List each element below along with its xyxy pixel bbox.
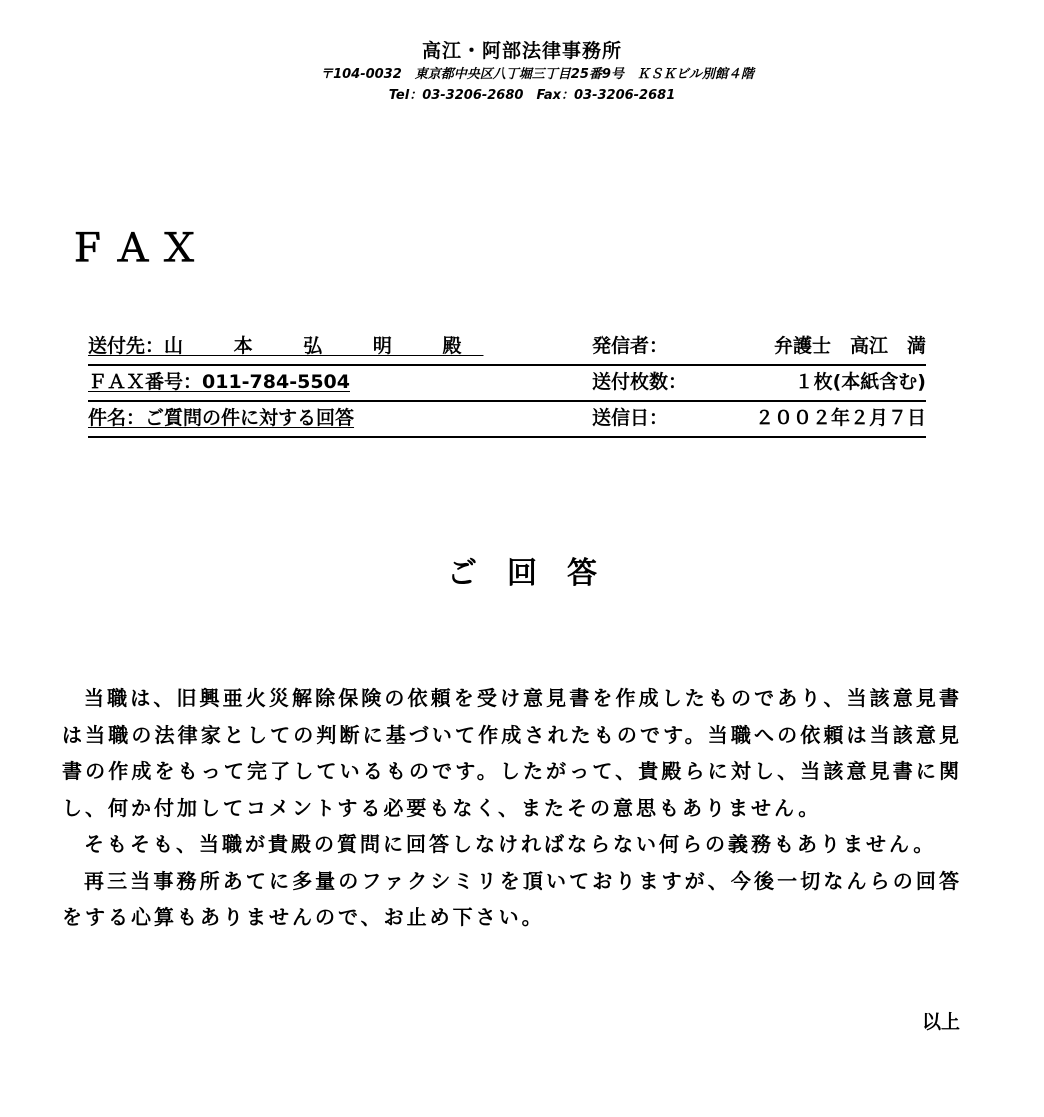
sender-value: 弁護士 高江 満 xyxy=(773,335,926,357)
body-paragraph: 当職は、旧興亜火災解除保険の依頼を受け意見書を作成したものであり、当該意見書は当職の法律家としての判断に基づいて作成されたものです。当職への依頼は当該意見書の作成をもって完了しているものです。したがって、貴殿らに対し、当該意見書に関し、何か付加してコメントする必要もなく、またその意思もありません。 xyxy=(62,686,962,820)
fax-number-value: 011-784-5504 xyxy=(202,371,350,393)
info-row-fax-number xyxy=(88,366,926,402)
subject-field xyxy=(88,402,354,434)
recipient-label: 送付先： xyxy=(88,335,165,357)
body-text xyxy=(62,680,962,936)
subject-value: ご質問の件に対する回答 xyxy=(145,407,355,429)
sender-label: 発信者： xyxy=(592,335,669,357)
fax-number-label: ＦＡＸ番号： xyxy=(88,371,203,393)
document-title: ご回答 xyxy=(447,556,627,591)
recipient-value: 山 本 弘 明 殿 xyxy=(164,335,484,357)
info-row-recipient xyxy=(88,330,926,366)
date-value: ２００２年２月７日 xyxy=(754,407,926,429)
body-paragraph: 再三当事務所あてに多量のファクシミリを頂いておりますが、今後一切なんらの回答をする心算もありませんので、お止め下さい。 xyxy=(62,868,962,929)
pages-field xyxy=(592,366,926,398)
fax-heading: ＦＡＸ xyxy=(68,228,207,270)
pages-label: 送付枚数： xyxy=(592,371,688,393)
info-row-subject xyxy=(88,402,926,438)
closing-mark: 以上 xyxy=(921,1011,960,1033)
date-field xyxy=(592,402,926,434)
fax-number-field xyxy=(88,366,350,398)
law-firm-name: 高江・阿部法律事務所 xyxy=(421,40,622,62)
body-paragraph: そもそも、当職が貴殿の質問に回答しなければならない何らの義務もありません。 xyxy=(84,832,937,856)
law-firm-contact: Tel：03-3206-2680 Fax：03-3206-2681 xyxy=(388,88,676,103)
fax-header-fields xyxy=(88,330,926,438)
date-label: 送信日： xyxy=(592,407,669,429)
recipient-field xyxy=(88,330,483,362)
law-firm-address: 〒104-0032 東京都中央区八丁堀三丁目25番9号 ＫＳＫビル別館４階 xyxy=(320,67,754,82)
letterhead xyxy=(0,38,1044,106)
sender-field xyxy=(592,330,926,362)
subject-label: 件名： xyxy=(88,407,146,429)
pages-value: １枚(本紙含む) xyxy=(794,371,926,393)
